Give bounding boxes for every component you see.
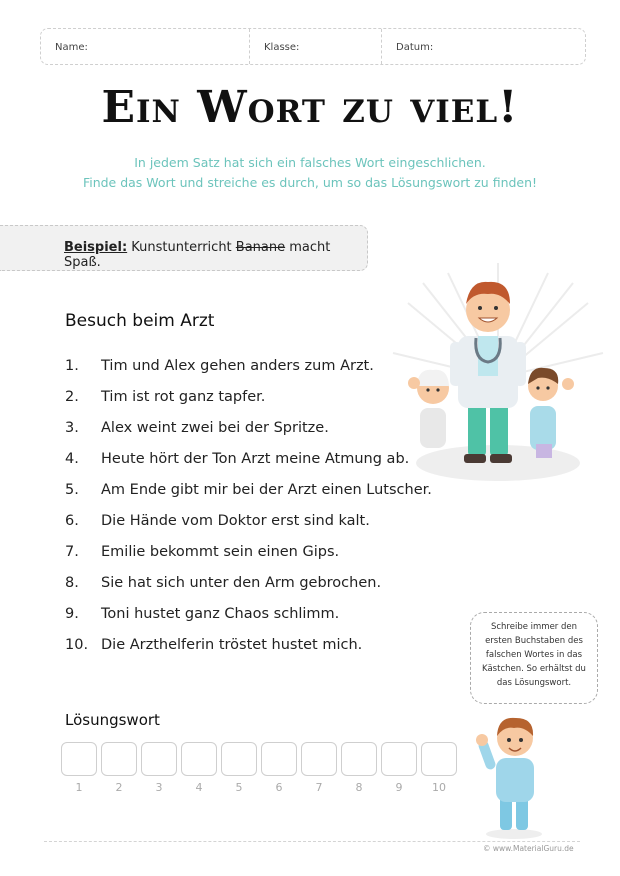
footer-divider bbox=[44, 841, 580, 842]
doctor-figure bbox=[450, 282, 526, 463]
solution-box[interactable] bbox=[141, 742, 177, 776]
sentence-number: 1. bbox=[65, 357, 79, 374]
example-text-after: macht Spaß. bbox=[64, 240, 331, 270]
sentence-text[interactable]: Die Hände vom Doktor erst sind kalt. bbox=[101, 512, 370, 529]
name-field[interactable]: Name: bbox=[55, 42, 88, 53]
solution-box-number: 1 bbox=[75, 781, 83, 794]
child-boy bbox=[528, 368, 574, 458]
child-with-head-bandage bbox=[408, 370, 449, 448]
solution-box-number: 3 bbox=[155, 781, 163, 794]
sentence-number: 5. bbox=[65, 481, 79, 498]
hint-line: das Lösungswort. bbox=[496, 678, 572, 688]
class-field[interactable]: Klasse: bbox=[249, 29, 381, 64]
solution-box[interactable] bbox=[261, 742, 297, 776]
solution-box[interactable] bbox=[181, 742, 217, 776]
solution-box-number: 9 bbox=[395, 781, 403, 794]
solution-box[interactable] bbox=[421, 742, 457, 776]
sentence-text[interactable]: Am Ende gibt mir bei der Arzt einen Lutscher. bbox=[101, 481, 432, 498]
header-fields bbox=[40, 28, 586, 65]
sentence-item[interactable] bbox=[65, 598, 432, 629]
solution-box[interactable] bbox=[341, 742, 377, 776]
instructions-line-1: In jedem Satz hat sich ein falsches Wort eingeschlichen. bbox=[134, 155, 486, 170]
sentence-text[interactable]: Alex weint zwei bei der Spritze. bbox=[101, 419, 329, 436]
solution-box[interactable] bbox=[61, 742, 97, 776]
copyright-footer: © www.MaterialGuru.de bbox=[483, 844, 574, 853]
example-label: Beispiel: bbox=[64, 240, 128, 255]
solution-box[interactable] bbox=[101, 742, 137, 776]
sentence-item[interactable] bbox=[65, 474, 432, 505]
hint-line: Kästchen. So erhältst du bbox=[482, 664, 586, 674]
sentence-text[interactable]: Heute hört der Ton Arzt meine Atmung ab. bbox=[101, 450, 410, 467]
sentence-item[interactable] bbox=[65, 412, 432, 443]
solution-box-number: 2 bbox=[115, 781, 123, 794]
instructions bbox=[0, 153, 620, 193]
solution-box-number: 10 bbox=[432, 781, 446, 794]
example-struck-word: Banane bbox=[235, 240, 286, 255]
sentence-text[interactable]: Die Arzthelferin tröstet hustet mich. bbox=[101, 636, 363, 653]
sentence-list bbox=[65, 350, 432, 660]
solution-box-number: 8 bbox=[355, 781, 363, 794]
doctor-with-children-illustration bbox=[388, 258, 608, 488]
solution-box-number: 5 bbox=[235, 781, 243, 794]
solution-title: Lösungswort bbox=[65, 711, 160, 729]
hint-line: Schreibe immer den bbox=[490, 622, 578, 632]
sentence-text[interactable]: Tim ist rot ganz tapfer. bbox=[101, 388, 266, 405]
solution-box[interactable] bbox=[381, 742, 417, 776]
hint-line: ersten Buchstaben des bbox=[485, 636, 583, 646]
sentence-text[interactable]: Tim und Alex gehen anders zum Arzt. bbox=[101, 357, 374, 374]
example-text-before: Kunstunterricht bbox=[131, 240, 232, 255]
sentence-number: 3. bbox=[65, 419, 79, 436]
sentence-item[interactable] bbox=[65, 350, 432, 381]
sentence-number: 4. bbox=[65, 450, 79, 467]
section-title: Besuch beim Arzt bbox=[65, 311, 215, 331]
example-box bbox=[0, 225, 368, 271]
sentence-item[interactable] bbox=[65, 629, 432, 660]
sentence-number: 8. bbox=[65, 574, 79, 591]
sentence-number: 10. bbox=[65, 636, 89, 653]
instructions-line-2: Finde das Wort und streiche es durch, um so das Lösungswort zu finden! bbox=[82, 175, 538, 190]
sentence-text[interactable]: Sie hat sich unter den Arm gebrochen. bbox=[101, 574, 382, 591]
sentence-text[interactable]: Emilie bekommt sein einen Gips. bbox=[101, 543, 340, 560]
solution-box[interactable] bbox=[301, 742, 337, 776]
waving-boy-illustration bbox=[472, 700, 562, 840]
hint-line: falschen Wortes in das bbox=[485, 650, 583, 660]
date-field[interactable]: Datum: bbox=[381, 29, 585, 64]
page-title: Ein Wort zu viel! bbox=[101, 82, 519, 133]
sentence-number: 7. bbox=[65, 543, 79, 560]
sentence-number: 9. bbox=[65, 605, 79, 622]
solution-box-number: 4 bbox=[195, 781, 203, 794]
sentence-item[interactable] bbox=[65, 536, 432, 567]
solution-box[interactable] bbox=[221, 742, 257, 776]
sentence-item[interactable] bbox=[65, 381, 432, 412]
sentence-item[interactable] bbox=[65, 567, 432, 598]
sentence-item[interactable] bbox=[65, 443, 432, 474]
solution-box-number: 6 bbox=[275, 781, 283, 794]
solution-box-number: 7 bbox=[315, 781, 323, 794]
hint-speech-bubble bbox=[470, 612, 598, 704]
sentence-item[interactable] bbox=[65, 505, 432, 536]
sentence-number: 2. bbox=[65, 388, 79, 405]
sentence-number: 6. bbox=[65, 512, 79, 529]
sentence-text[interactable]: Toni hustet ganz Chaos schlimm. bbox=[101, 605, 340, 622]
